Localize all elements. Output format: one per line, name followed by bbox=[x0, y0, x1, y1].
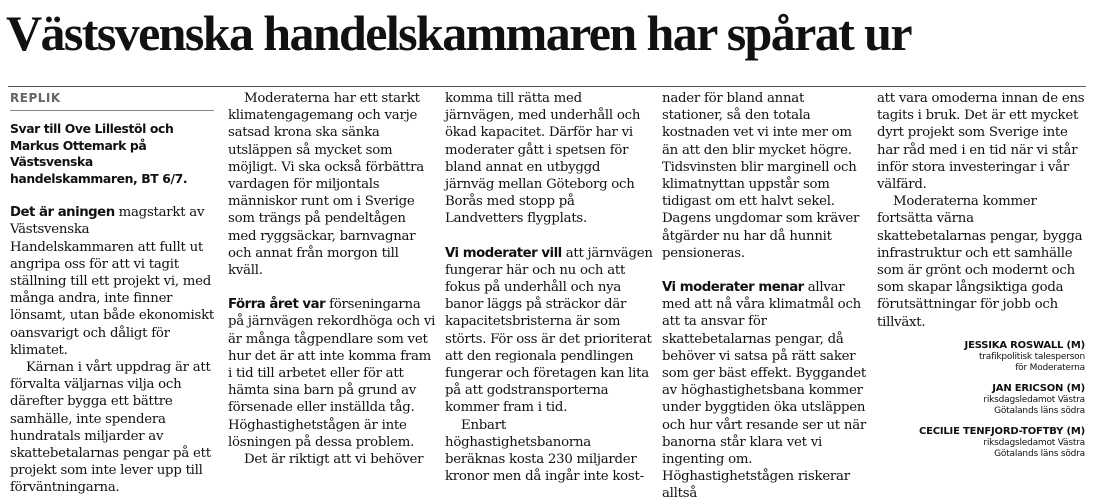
paragraph bbox=[10, 204, 214, 359]
column-3 bbox=[445, 90, 653, 485]
column-2 bbox=[228, 90, 436, 468]
paragraph-text: förseningarna på järnvägen rekordhöga och vi är många tågpendlare som vet hur det är att inte komma fram i tid till arbetet eller för att hämta sina barn på grund av försenade eller inställda tåg. Höghastighetstågen är inte lösningen på dessa problem. bbox=[228, 297, 436, 450]
kicker: REPLIK bbox=[10, 90, 214, 111]
paragraph: Det är riktigt att vi behöver bbox=[244, 452, 424, 468]
paragraph-lead: Förra året var bbox=[228, 297, 326, 313]
column-4 bbox=[662, 90, 868, 503]
paragraph-text: magstarkt av Västsvenska Handelskammaren att fullt ut angripa oss för att vi tagit ställning till ett projekt vi, med många andra, inte finner lönsamt, utan både ekonomiskt oansvarigt och dåligt för klimatet. bbox=[10, 205, 214, 358]
signature-role: för Moderaterna bbox=[1015, 362, 1085, 373]
paragraph: nader för bland annat stationer, så den totala kostnaden vet vi inte mer om än att den blir mycket högre. Tidsvinsten blir marginell och klimatnyttan uppstår som tidigast om ett halvt sekel. Dagens ungdomar som kräver åtgärder nu har då hunnit pensioneras. bbox=[662, 91, 860, 261]
signature-role: riksdagsledamot Västra bbox=[983, 394, 1085, 405]
paragraph: Kärnan i vårt uppdrag är att förvalta väljarnas vilja och därefter bygga ett bättre samhälle, inte spendera hundratals miljarder av skattebetalarnas pengar på ett projekt som inte lever upp till förväntningarna. bbox=[10, 360, 211, 496]
headline-rule bbox=[8, 86, 1086, 87]
paragraph-lead: Vi moderater menar bbox=[662, 280, 804, 296]
signature-role: Götalands läns södra bbox=[994, 448, 1085, 459]
column-1 bbox=[10, 90, 214, 497]
column-5 bbox=[877, 90, 1085, 460]
intro-text: Svar till Ove Lillestöl och Markus Ottemark på Västsvenska handelskammaren, BT 6/7. bbox=[10, 121, 188, 186]
signature-role: Götalands läns södra bbox=[994, 405, 1085, 416]
signature-name: JAN ERICSON (M) bbox=[992, 382, 1085, 394]
paragraph-text: att järnvägen fungerar här och nu och att fokus på underhåll och nya banor läggs på sträckor där kapacitetsbristerna är som störts. För oss är det prioriterat att den regionala pendlingen fungerar och företagen kan lita på att godstransporterna kommer fram i tid. bbox=[445, 245, 653, 416]
paragraph: Moderaterna kommer fortsätta värna skattebetalarnas pengar, bygga infrastruktur och ett samhälle som är grönt och modernt och som skapar långsiktiga goda förutsättningar för jobb och tillväxt. bbox=[877, 194, 1083, 330]
paragraph-lead: Det är aningen bbox=[10, 205, 115, 221]
paragraph bbox=[228, 296, 436, 451]
paragraph bbox=[445, 245, 653, 417]
paragraph: komma till rätta med järnvägen, med underhåll och ökad kapacitet. Därför har vi moderater gått i spetsen för bland annat en utbyggd järnväg mellan Göteborg och Borås med stopp på Landvetters flygplats. bbox=[445, 91, 641, 227]
signature-role: riksdagsledamot Västra bbox=[983, 437, 1085, 448]
headline: Västsvenska handelskammaren har spårat ur bbox=[6, 5, 911, 61]
paragraph: att vara omoderna innan de ens tagits i bruk. Det är ett mycket dyrt projekt som Sverige inte har råd med i en tid när vi står inför stora investeringar i vår välfärd. bbox=[877, 91, 1085, 193]
paragraph bbox=[662, 279, 868, 503]
paragraph: Enbart höghastighetsbanorna beräknas kosta 230 miljarder kronor men då ingår inte kost- bbox=[445, 417, 644, 485]
paragraph-lead: Vi moderater vill bbox=[445, 245, 562, 261]
signature-block bbox=[877, 339, 1085, 460]
signature-name: JESSIKA ROSWALL (M) bbox=[964, 339, 1085, 351]
signature-role: trafikpolitisk talesperson bbox=[978, 351, 1085, 362]
signature-name: CECILIE TENFJORD-TOFTBY (M) bbox=[918, 425, 1085, 437]
paragraph: Moderaterna har ett starkt klimatengagemang och varje satsad krona ska sänka utsläppen så mycket som möjligt. Vi ska också förbättra vardagen för miljontals människor runt om i Sverige som trängs på pendeltågen med ryggsäckar, barnvagnar och annat från morgon till kväll. bbox=[228, 91, 424, 279]
paragraph-text: allvar med att nå våra klimatmål och att ta ansvar för skattebetalarnas pengar, då behöver vi satsa på rätt saker som ger bäst effekt. Byggandet av höghastighetsbana kommer under byggtiden öka utsläppen och hur vårt resande ser ut när banorna står klara vet vi ingenting om. Höghastighetstågen riskerar alltså bbox=[662, 280, 866, 502]
